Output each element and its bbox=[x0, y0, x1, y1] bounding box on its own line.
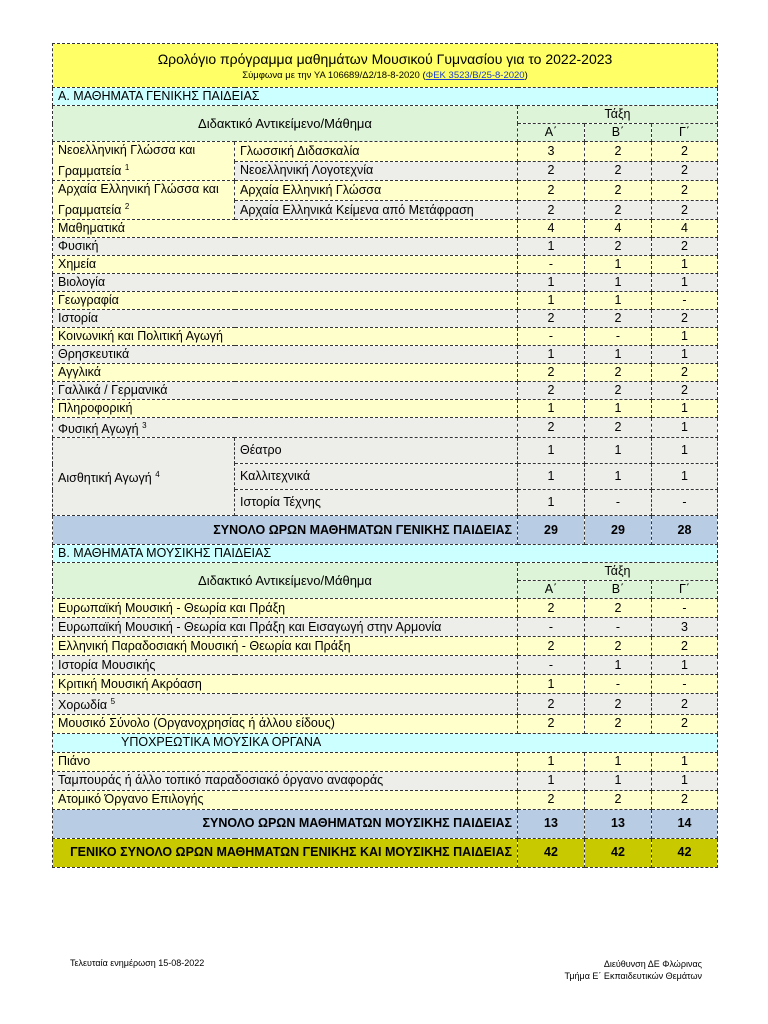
table-row bbox=[53, 346, 718, 364]
table-row bbox=[53, 714, 718, 733]
grade-c-hours: 1 bbox=[652, 400, 718, 418]
table-row bbox=[53, 599, 718, 618]
table-row bbox=[53, 790, 718, 809]
grade-c-header: Γ΄ bbox=[652, 124, 718, 142]
table-row bbox=[53, 274, 718, 292]
subject-group-label bbox=[53, 181, 235, 220]
total-label: ΣΥΝΟΛΟ ΩΡΩΝ ΜΑΘΗΜΑΤΩΝ ΜΟΥΣΙΚΗΣ ΠΑΙΔΕΙΑΣ bbox=[53, 809, 518, 838]
subject-label bbox=[53, 400, 518, 418]
table-row bbox=[53, 328, 718, 346]
grade-c-hours: 2 bbox=[652, 200, 718, 220]
grade-c-hours: - bbox=[652, 675, 718, 694]
grade-c-hours: 2 bbox=[652, 637, 718, 656]
section-b-title: Β. ΜΑΘΗΜΑΤΑ ΜΟΥΣΙΚΗΣ ΠΑΙΔΕΙΑΣ bbox=[53, 545, 718, 563]
row-label-text: Νεοελληνική Γλώσσα και Γραμματεία bbox=[58, 143, 196, 179]
instrument-label: Ατομικό Όργανο Επιλογής bbox=[53, 790, 518, 809]
grade-b-hours: 1 bbox=[585, 656, 652, 675]
row-label-text: Βιολογία bbox=[58, 275, 106, 290]
row-label-text: Φυσική Αγωγή bbox=[58, 422, 139, 437]
table-row bbox=[53, 752, 718, 771]
row-label-text: Μουσικό Σύνολο (Οργανοχρησίας ή άλλου είδους) bbox=[58, 716, 335, 731]
grade-c-hours: 2 bbox=[652, 310, 718, 328]
grade-a-hours: 1 bbox=[518, 292, 585, 310]
grade-c-hours: 2 bbox=[652, 238, 718, 256]
grade-c-hours: 1 bbox=[652, 256, 718, 274]
footnote-marker: 5 bbox=[110, 697, 116, 707]
row-label-text: Θρησκευτικά bbox=[58, 347, 130, 362]
grade-a-hours: 2 bbox=[518, 694, 585, 714]
grade-column-header: Τάξη bbox=[518, 106, 718, 124]
grade-b-hours: 2 bbox=[585, 142, 652, 162]
grade-a-hours: - bbox=[518, 256, 585, 274]
grade-b-hours: 1 bbox=[585, 346, 652, 364]
row-label-text: Χημεία bbox=[58, 257, 97, 272]
subject-label bbox=[53, 382, 518, 400]
footnote-marker: 3 bbox=[142, 421, 147, 431]
grade-b-hours: 2 bbox=[585, 161, 652, 181]
grade-c-hours: 2 bbox=[652, 364, 718, 382]
table-row bbox=[53, 364, 718, 382]
grade-b-hours: 1 bbox=[585, 400, 652, 418]
table-row bbox=[53, 220, 718, 238]
subject-sub-label: Ιστορία Τέχνης bbox=[235, 490, 518, 516]
subject-label bbox=[53, 618, 518, 637]
table-row bbox=[53, 637, 718, 656]
page-header bbox=[53, 44, 718, 88]
grade-b-hours: 2 bbox=[585, 364, 652, 382]
row-label-text: Ιστορία Μουσικής bbox=[58, 657, 156, 672]
grade-c-hours: 3 bbox=[652, 618, 718, 637]
section-b-body bbox=[53, 599, 718, 867]
table-row bbox=[53, 310, 718, 328]
subject-label bbox=[53, 714, 518, 733]
instruments-header-row bbox=[53, 733, 718, 752]
row-label-text: Ελληνική Παραδοσιακή Μουσική - Θεωρία και Πράξη bbox=[58, 638, 351, 653]
row-label-text: Μαθηματικά bbox=[58, 221, 126, 236]
grade-b-hours: 1 bbox=[585, 274, 652, 292]
grade-a-hours: 1 bbox=[518, 438, 585, 464]
grade-a-hours: 1 bbox=[518, 464, 585, 490]
grade-c-hours: 14 bbox=[652, 809, 718, 838]
grade-a-hours: 2 bbox=[518, 382, 585, 400]
grade-a-hours: 2 bbox=[518, 364, 585, 382]
subject-group-label bbox=[53, 438, 235, 516]
grade-b-hours: 29 bbox=[585, 516, 652, 545]
table-row bbox=[53, 400, 718, 418]
grade-c-hours: 42 bbox=[652, 838, 718, 867]
page-subtitle bbox=[58, 69, 712, 83]
grade-a-hours: 2 bbox=[518, 714, 585, 733]
grade-a-hours: 2 bbox=[518, 310, 585, 328]
grade-a-hours: 2 bbox=[518, 200, 585, 220]
subject-sub-label: Νεοελληνική Λογοτεχνία bbox=[235, 161, 518, 181]
grade-a-header: Α΄ bbox=[518, 581, 585, 599]
grade-b-hours: 42 bbox=[585, 838, 652, 867]
grade-c-hours: - bbox=[652, 599, 718, 618]
grade-b-hours: 2 bbox=[585, 238, 652, 256]
row-label-text: Ιστορία bbox=[58, 311, 99, 326]
grade-c-hours: 2 bbox=[652, 382, 718, 400]
footnote-marker: 2 bbox=[124, 202, 130, 212]
grade-a-hours: 42 bbox=[518, 838, 585, 867]
grade-b-hours: 1 bbox=[585, 464, 652, 490]
grade-a-hours: 2 bbox=[518, 161, 585, 181]
subject-sub-label: Αρχαία Ελληνική Γλώσσα bbox=[235, 181, 518, 201]
subject-label bbox=[53, 292, 518, 310]
grade-b-hours: 2 bbox=[585, 637, 652, 656]
grade-c-hours: 1 bbox=[652, 418, 718, 438]
grade-b-header: Β΄ bbox=[585, 581, 652, 599]
table-row bbox=[53, 181, 718, 201]
table-row bbox=[53, 142, 718, 162]
grade-b-hours: 2 bbox=[585, 181, 652, 201]
grade-c-hours: 4 bbox=[652, 220, 718, 238]
grade-a-hours: - bbox=[518, 656, 585, 675]
subject-sub-label: Γλωσσική Διδασκαλία bbox=[235, 142, 518, 162]
grade-c-hours: 1 bbox=[652, 328, 718, 346]
page-title: Ωρολόγιο πρόγραμμα μαθημάτων Μουσικού Γυμνασίου για το 2022-2023 bbox=[157, 50, 613, 67]
department-name: Τμήμα Ε΄ Εκπαιδευτικών Θεμάτων bbox=[564, 971, 702, 981]
total-row bbox=[53, 516, 718, 545]
instruments-title: ΥΠΟΧΡΕΩΤΙΚΑ ΜΟΥΣΙΚΑ ΟΡΓΑΝΑ bbox=[53, 733, 718, 752]
grade-a-hours: 3 bbox=[518, 142, 585, 162]
subject-label bbox=[53, 656, 518, 675]
subject-label bbox=[53, 637, 518, 656]
grade-c-hours: 1 bbox=[652, 752, 718, 771]
grade-a-hours: 1 bbox=[518, 675, 585, 694]
row-label-text: Κοινωνική και Πολιτική Αγωγή bbox=[58, 329, 223, 344]
grade-b-hours: 1 bbox=[585, 438, 652, 464]
footer-org bbox=[565, 958, 702, 982]
grade-b-hours: - bbox=[585, 490, 652, 516]
grade-c-hours: 2 bbox=[652, 694, 718, 714]
row-label-text: Ευρωπαϊκή Μουσική - Θεωρία και Πράξη bbox=[58, 600, 286, 615]
grade-column-header: Τάξη bbox=[518, 563, 718, 581]
total-row bbox=[53, 809, 718, 838]
grade-c-hours: 1 bbox=[652, 438, 718, 464]
grade-a-hours: 2 bbox=[518, 418, 585, 438]
row-label-text: Πληροφορική bbox=[58, 401, 133, 416]
table-row bbox=[53, 292, 718, 310]
table-row bbox=[53, 382, 718, 400]
row-label-text: Κριτική Μουσική Ακρόαση bbox=[58, 676, 202, 691]
grade-b-hours: 2 bbox=[585, 694, 652, 714]
grade-a-hours: 1 bbox=[518, 238, 585, 256]
row-label-text: Γαλλικά / Γερμανικά bbox=[58, 383, 168, 398]
grade-b-hours: 2 bbox=[585, 599, 652, 618]
subject-label bbox=[53, 694, 518, 714]
row-label-text: Αρχαία Ελληνική Γλώσσα και Γραμματεία bbox=[58, 182, 219, 218]
subject-label bbox=[53, 418, 518, 438]
subject-label bbox=[53, 675, 518, 694]
grade-c-hours: 2 bbox=[652, 181, 718, 201]
subject-sub-label: Θέατρο bbox=[235, 438, 518, 464]
subject-group-label bbox=[53, 142, 235, 181]
grade-c-hours: - bbox=[652, 292, 718, 310]
grade-a-hours: - bbox=[518, 618, 585, 637]
grade-b-hours: 1 bbox=[585, 752, 652, 771]
grade-b-hours: 2 bbox=[585, 310, 652, 328]
row-label-text: Φυσική bbox=[58, 239, 99, 254]
schedule-table bbox=[52, 43, 718, 868]
subject-label bbox=[53, 364, 518, 382]
grade-a-hours: 13 bbox=[518, 809, 585, 838]
grade-a-hours: 2 bbox=[518, 599, 585, 618]
grade-b-hours: 1 bbox=[585, 256, 652, 274]
grade-b-hours: - bbox=[585, 618, 652, 637]
subject-sub-label: Αρχαία Ελληνικά Κείμενα από Μετάφραση bbox=[235, 200, 518, 220]
grade-a-hours: 1 bbox=[518, 400, 585, 418]
subject-label bbox=[53, 328, 518, 346]
grade-c-hours: 1 bbox=[652, 771, 718, 790]
subject-label bbox=[53, 310, 518, 328]
footnote-marker: 4 bbox=[155, 470, 160, 480]
table-row bbox=[53, 438, 718, 464]
grade-a-hours: 2 bbox=[518, 790, 585, 809]
grade-b-hours: 4 bbox=[585, 220, 652, 238]
grade-a-hours: 1 bbox=[518, 752, 585, 771]
subject-sub-label: Καλλιτεχνικά bbox=[235, 464, 518, 490]
grade-c-hours: 1 bbox=[652, 346, 718, 364]
subject-column-header: Διδακτικό Αντικείμενο/Μάθημα bbox=[53, 106, 518, 142]
grade-b-header: Β΄ bbox=[585, 124, 652, 142]
row-label-text: Χορωδία bbox=[58, 698, 108, 713]
subject-label bbox=[53, 256, 518, 274]
grade-a-hours: 2 bbox=[518, 181, 585, 201]
subject-column-header: Διδακτικό Αντικείμενο/Μάθημα bbox=[53, 563, 518, 599]
grade-c-hours: 1 bbox=[652, 274, 718, 292]
subject-label bbox=[53, 274, 518, 292]
grade-c-hours: 2 bbox=[652, 142, 718, 162]
grade-b-hours: - bbox=[585, 328, 652, 346]
grade-a-hours: 2 bbox=[518, 637, 585, 656]
row-label-text: Γεωγραφία bbox=[58, 293, 119, 308]
grade-b-hours: 1 bbox=[585, 292, 652, 310]
section-a-body bbox=[53, 142, 718, 545]
table-row bbox=[53, 256, 718, 274]
instrument-label: Πιάνο bbox=[53, 752, 518, 771]
grade-c-hours: 2 bbox=[652, 714, 718, 733]
grade-a-hours: 1 bbox=[518, 490, 585, 516]
instrument-label: Ταμπουράς ή άλλο τοπικό παραδοσιακό όργανο αναφοράς bbox=[53, 771, 518, 790]
subject-label bbox=[53, 220, 518, 238]
table-row bbox=[53, 238, 718, 256]
grade-c-hours: 2 bbox=[652, 161, 718, 181]
last-updated: Τελευταία ενημέρωση 15-08-2022 bbox=[70, 958, 205, 968]
row-label-text: Ευρωπαϊκή Μουσική - Θεωρία και Πράξη και Εισαγωγή στην Αρμονία bbox=[58, 619, 442, 634]
subject-label bbox=[53, 346, 518, 364]
footnote-marker: 1 bbox=[124, 163, 130, 172]
grade-a-header: Α΄ bbox=[518, 124, 585, 142]
grade-b-hours: 2 bbox=[585, 714, 652, 733]
grade-b-hours: 1 bbox=[585, 771, 652, 790]
grade-a-hours: 1 bbox=[518, 771, 585, 790]
grade-c-header: Γ΄ bbox=[652, 581, 718, 599]
grade-c-hours: - bbox=[652, 490, 718, 516]
grade-c-hours: 1 bbox=[652, 656, 718, 675]
table-row bbox=[53, 656, 718, 675]
grade-b-hours: 13 bbox=[585, 809, 652, 838]
grade-c-hours: 28 bbox=[652, 516, 718, 545]
row-label-text: Αγγλικά bbox=[58, 365, 101, 380]
grade-b-hours: - bbox=[585, 675, 652, 694]
grade-b-hours: 2 bbox=[585, 382, 652, 400]
grade-c-hours: 2 bbox=[652, 790, 718, 809]
grade-a-hours: - bbox=[518, 328, 585, 346]
subject-label bbox=[53, 238, 518, 256]
grade-b-hours: 2 bbox=[585, 790, 652, 809]
grade-b-hours: 2 bbox=[585, 200, 652, 220]
subject-label bbox=[53, 599, 518, 618]
section-a-title: Α. ΜΑΘΗΜΑΤΑ ΓΕΝΙΚΗΣ ΠΑΙΔΕΙΑΣ bbox=[53, 88, 718, 106]
subtitle-close: ) bbox=[524, 69, 528, 81]
table-row bbox=[53, 675, 718, 694]
grade-a-hours: 4 bbox=[518, 220, 585, 238]
total-label: ΣΥΝΟΛΟ ΩΡΩΝ ΜΑΘΗΜΑΤΩΝ ΓΕΝΙΚΗΣ ΠΑΙΔΕΙΑΣ bbox=[53, 516, 518, 545]
grade-a-hours: 1 bbox=[518, 274, 585, 292]
directorate-name: Διεύθυνση ΔΕ Φλώρινας bbox=[603, 959, 702, 969]
grand-total-label: ΓΕΝΙΚΟ ΣΥΝΟΛΟ ΩΡΩΝ ΜΑΘΗΜΑΤΩΝ ΓΕΝΙΚΗΣ ΚΑΙ ΜΟΥΣΙΚΗΣ ΠΑΙΔΕΙΑΣ bbox=[53, 838, 518, 867]
grade-c-hours: 1 bbox=[652, 464, 718, 490]
subtitle-text: Σύμφωνα με την ΥΑ 106689/Δ2/18-8-2020 ( bbox=[242, 69, 426, 81]
table-row bbox=[53, 418, 718, 438]
grand-total-row bbox=[53, 838, 718, 867]
table-row bbox=[53, 771, 718, 790]
table-row bbox=[53, 694, 718, 714]
grade-a-hours: 29 bbox=[518, 516, 585, 545]
row-label-text: Αισθητική Αγωγή bbox=[58, 471, 152, 486]
fek-link[interactable]: ΦΕΚ 3523/Β/25-8-2020 bbox=[425, 69, 525, 81]
grade-a-hours: 1 bbox=[518, 346, 585, 364]
table-row bbox=[53, 618, 718, 637]
grade-b-hours: 2 bbox=[585, 418, 652, 438]
